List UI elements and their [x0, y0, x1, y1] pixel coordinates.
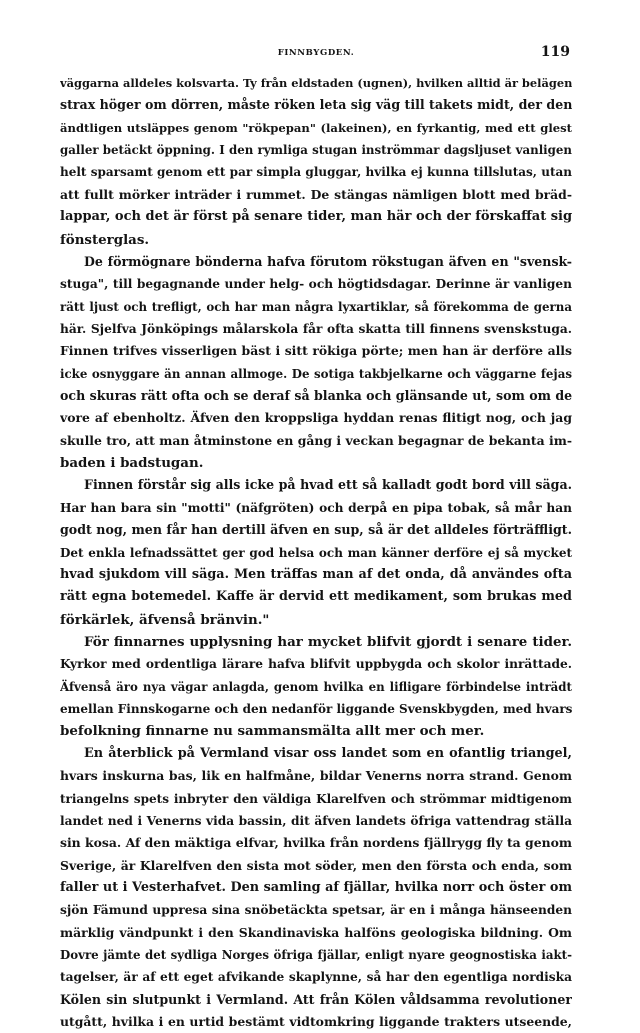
text-line: hvars inskurna bas, lik en halfmåne, bildar Venerns norra strand. Genom	[60, 768, 572, 784]
text-line: och skuras rätt ofta och se deraf så blanka och glänsande ut, som om de	[60, 388, 572, 404]
page-number: 119	[540, 44, 570, 60]
text-line: baden i badstugan.	[60, 455, 204, 472]
text-line: Finnen förstår sig alls icke på hvad ett så kalladt godt bord vill säga.	[84, 477, 572, 493]
text-line: väggarna alldeles kolsvarta. Ty från eldstaden (ugnen), hvilken alltid är belägen	[60, 76, 572, 90]
text-line: här. Sjelfva Jönköpings målarskola får ofta skatta till finnens svenskstuga.	[60, 321, 572, 336]
text-line: helt sparsamt genom ett par simpla gluggar, hvilka ej kunna tillslutas, utan	[60, 165, 572, 180]
text-line: Sverige, är Klarelfven den sista mot söder, men den första och enda, som	[60, 857, 572, 873]
text-line: icke osnyggare än annan allmoge. De sotiga takbjelkarne och väggarne fejas	[60, 366, 572, 381]
text-line: skulle tro, att man åtminstone en gång i veckan begagnar de bekanta im-	[60, 432, 572, 448]
text-line: En återblick på Vermland visar oss landet som en ofantlig triangel,	[84, 745, 572, 761]
text-line: Kölen sin slutpunkt i Vermland. Att från Kölen våldsamma revolutioner	[60, 991, 572, 1007]
text-line: emellan Finnskogarne och den nedanför liggande Svenskbygden, med hvars	[60, 702, 572, 717]
text-line: strax höger om dörren, måste röken leta sig väg till takets midt, der den	[60, 97, 572, 113]
body-text	[60, 72, 572, 1033]
text-line: hvad sjukdom vill säga. Men träffas man af det onda, då användes ofta	[60, 566, 572, 582]
text-line: vore af ebenholtz. Äfven den kroppsliga hyddan renas flitigt nog, och jag	[60, 410, 572, 426]
book-page	[60, 44, 572, 1033]
text-line: stuga", till begagnande under helg- och högtidsdagar. Derinne är vanligen	[60, 277, 572, 292]
running-head	[60, 44, 572, 66]
text-line: sin kosa. Af den mäktiga elfvar, hvilka från nordens fjällrygg fly ta genom	[60, 835, 572, 851]
text-line: tagelser, är af ett eget afvikande skaplynne, så har den egentliga nordiska	[60, 970, 572, 985]
text-line: ändtligen utsläppes genom "rökpepan" (lakeinen), en fyrkantig, med ett glest	[60, 120, 572, 135]
text-line: Kyrkor med ordentliga lärare hafva blifvit uppbygda och skolor inrättade.	[60, 657, 572, 672]
text-line: rätt ljust och trefligt, och har man några lyxartiklar, så förekomma de gerna	[60, 299, 572, 314]
text-line: De förmögnare bönderna hafva förutom rökstugan äfven en "svensk-	[84, 253, 572, 269]
text-line: Dovre jämte det sydliga Norges öfriga fjällar, enligt nyare geognostiska iakt-	[60, 948, 572, 963]
text-line: landet ned i Venerns vida bassin, dit äfven landets öfriga vattendrag ställa	[60, 813, 572, 828]
text-line: märklig vändpunkt i den Skandinaviska halföns geologiska bildning. Om	[60, 924, 572, 940]
text-line: Det enkla lefnadssättet ger god helsa och man känner derföre ej så mycket	[60, 545, 572, 560]
text-line: utgått, hvilka i en urtid bestämt vidtomkring liggande trakters utseende,	[60, 1014, 572, 1030]
text-line: faller ut i Vesterhafvet. Den samling af fjällar, hvilka norr och öster om	[60, 879, 572, 895]
text-line: Finnen trifves visserligen bäst i sitt rökiga pörte; men han är derföre alls	[60, 343, 572, 359]
text-line: Har han bara sin "motti" (näfgröten) och derpå en pipa tobak, så mår han	[60, 500, 572, 515]
text-line: att fullt mörker inträder i rummet. De stängas nämligen blott med bräd-	[60, 186, 572, 202]
text-line: sjön Fämund uppresa sina snöbetäckta spetsar, är en i många hänseenden	[60, 903, 572, 918]
text-line: lappar, och det är först på senare tider, man här och der förskaffat sig	[60, 209, 572, 225]
text-line: galler betäckt öppning. I den rymliga stugan inströmmar dagsljuset vanligen	[60, 143, 572, 158]
text-line: triangelns spets inbryter den väldiga Klarelfven och strömmar midtigenom	[60, 791, 572, 806]
running-title: FINNBYGDEN.	[277, 48, 355, 58]
text-line: befolkning finnarne nu sammansmälta allt mer och mer.	[60, 723, 485, 740]
text-line: rätt egna botemedel. Kaffe är dervid ett medikament, som brukas med	[60, 589, 572, 605]
text-line: Äfvenså äro nya vägar anlagda, genom hvilka en lifligare förbindelse inträdt	[60, 679, 572, 694]
text-line: fönsterglas.	[60, 231, 150, 248]
text-line: godt nog, men får han dertill äfven en sup, så är det alldeles förträffligt.	[60, 522, 572, 538]
text-line: förkärlek, äfvenså bränvin."	[60, 611, 270, 628]
text-line: För finnarnes upplysning har mycket blifvit gjordt i senare tider.	[84, 633, 572, 650]
